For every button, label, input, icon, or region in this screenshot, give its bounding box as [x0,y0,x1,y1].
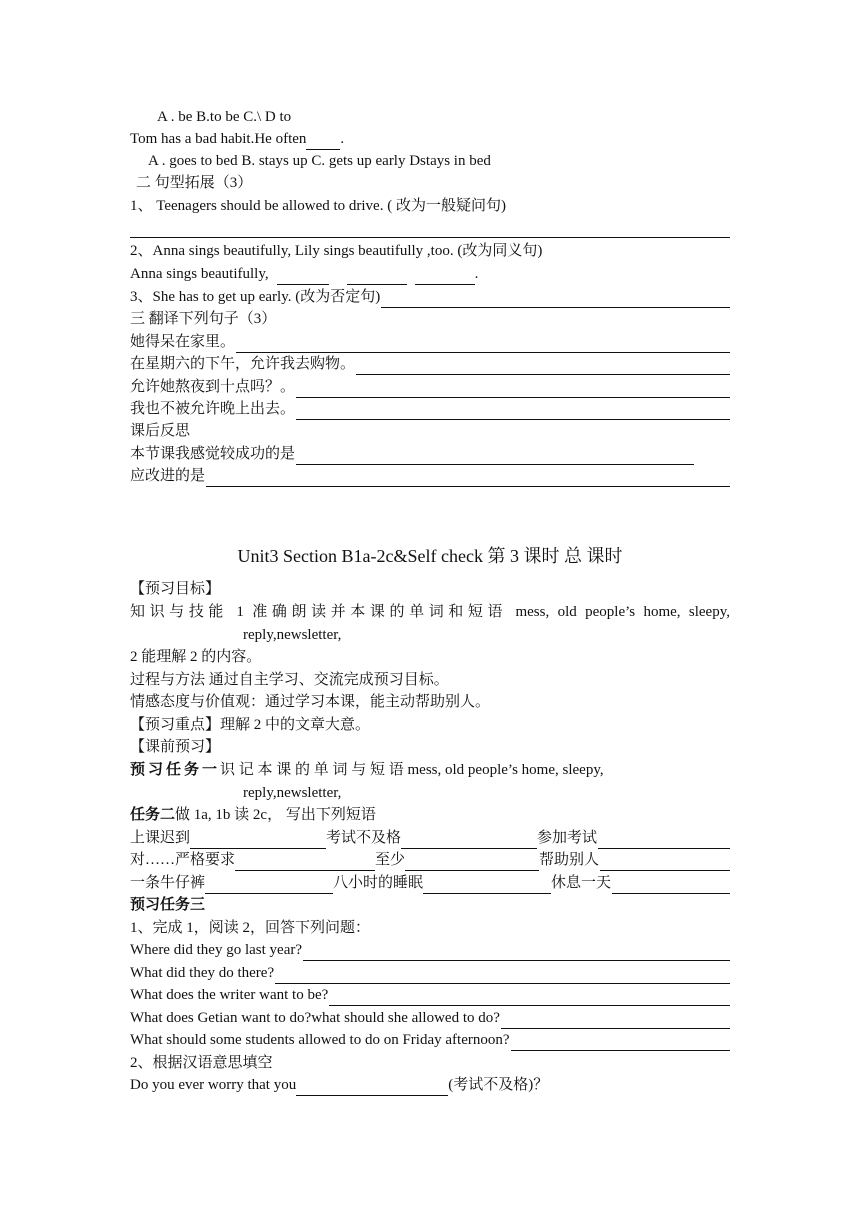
task-1-cont: reply,newsletter, [243,785,342,801]
s2-question-1: 1、 Teenagers should be allowed to drive. ( 改为一般疑问句) [130,198,506,214]
goal-3: 过程与方法 通过自主学习、交流完成预习目标。 [130,672,449,688]
answer-line[interactable] [501,1012,730,1029]
translate-2: 在星期六的下午，允许我去购物。 [130,353,730,375]
answer-blank[interactable] [205,877,333,894]
translate-1: 她得呆在家里。 [130,331,730,353]
task-3-sub-2: 2、根据汉语意思填空 [130,1055,273,1071]
translate-4: 我也不被允许晚上出去。 [130,398,730,420]
answer-line[interactable] [236,336,730,353]
options-line-1: A . be B.to be C.\ D to [157,109,292,125]
answer-blank[interactable] [405,854,539,871]
unit-title: Unit3 Section B1a-2c&Self check 第 3 课时 总 课时 [237,546,623,566]
answer-line[interactable] [130,237,730,238]
qa-3: What does the writer want to be? [130,984,730,1006]
answer-line[interactable] [329,989,730,1006]
reflection-2: 应改进的是 [130,465,730,487]
answer-blank[interactable] [190,832,326,849]
section-3-title: 三 翻译下列句子（3） [130,311,277,327]
answer-blank[interactable] [612,877,730,894]
answer-blank[interactable] [401,832,537,849]
answer-blank[interactable] [306,133,340,150]
s2-question-2-answer: Anna sings beautifully, . [130,263,730,285]
goal-header: 【预习目标】 [130,581,221,597]
answer-line[interactable] [296,403,730,420]
answer-blank[interactable] [296,1079,448,1096]
key-point: 【预习重点】 理解 2 中的文章大意。 [130,717,371,733]
qa-2: What did they do there? [130,962,730,984]
goal-4: 情感态度与价值观：通过学习本课，能主动帮助别人。 [130,694,491,710]
pre-header: 【课前预习】 [130,739,221,755]
section-2-title: 二 句型拓展（3） [136,175,253,191]
phrases-row-1: 上课迟到 考试不及格 参加考试 [130,827,730,849]
answer-blank[interactable] [598,832,730,849]
answer-blank[interactable] [423,877,551,894]
qa-4: What does Getian want to do?what should she allowed to do? [130,1007,730,1029]
answer-blank[interactable] [415,268,475,285]
answer-line[interactable] [296,381,730,398]
answer-line[interactable] [356,358,730,375]
answer-blank[interactable] [235,854,375,871]
answer-blank[interactable] [600,854,730,871]
answer-blank[interactable] [347,268,407,285]
answer-line[interactable] [303,944,730,961]
options-line-2: A . goes to bed B. stays up C. gets up early Dstays in bed [148,153,491,169]
task-3-sub-1: 1、完成 1，阅读 2，回答下列问题： [130,920,371,936]
question-tom: Tom has a bad habit.He often . [130,128,730,150]
goal-1: 知识与技能 1 准确朗读并本课的单词和短语 mess, old people’s home, sleepy, [130,604,730,620]
translate-3: 允许她熬夜到十点吗？。 [130,376,730,398]
answer-line[interactable] [275,967,730,984]
s2-question-3: 3、She has to get up early. (改为否定句) [130,286,730,308]
reflection-title: 课后反思 [130,423,191,439]
qa-5: What should some students allowed to do on Friday afternoon? [130,1029,730,1051]
task-1: 预习任务一 识 记 本 课 的 单 词 与 短 语 mess, old people’s home, sleepy, [130,762,604,778]
answer-blank[interactable] [277,268,329,285]
answer-line[interactable] [206,470,730,487]
goal-2: 2 能理解 2 的内容。 [130,649,262,665]
goal-1-cont: reply,newsletter, [243,627,342,643]
phrases-row-3: 一条牛仔裤 八小时的睡眠 休息一天 [130,872,730,894]
s2-question-2: 2、Anna sings beautifully, Lily sings beautifully ,too. (改为同义句) [130,243,543,259]
task-2: 任务二 做 1a, 1b 读 2c， 写出下列短语 [130,807,376,823]
qa-1: Where did they go last year? [130,939,730,961]
answer-line[interactable] [296,448,694,465]
answer-line[interactable] [511,1034,730,1051]
phrases-row-2: 对……严格要求 至少 帮助别人 [130,849,730,871]
answer-line[interactable] [381,291,730,308]
reflection-1: 本节课我感觉较成功的是 [130,443,694,465]
fill-1: Do you ever worry that you (考试不及格)？ [130,1074,730,1096]
task-3: 预习任务三 [130,897,206,913]
